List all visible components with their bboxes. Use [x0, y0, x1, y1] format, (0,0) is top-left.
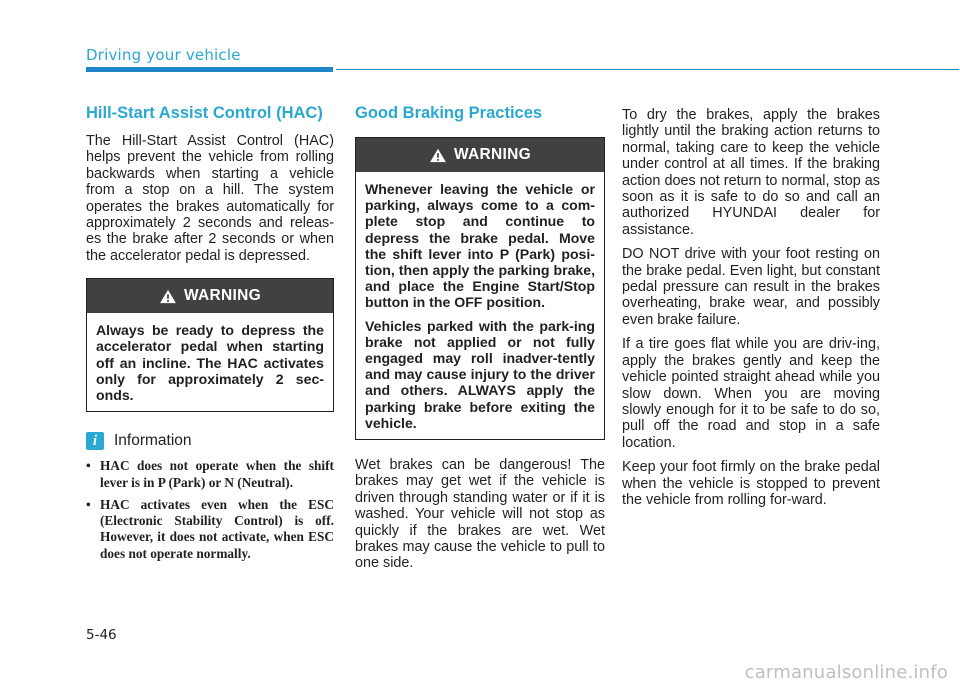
warning-triangle-icon: [429, 148, 447, 163]
stopped-vehicle-paragraph: Keep your foot firmly on the brake pedal when the vehicle is stopped to prevent the vehicle from rolling for-ward.: [622, 459, 880, 508]
info-icon: i: [86, 432, 104, 450]
foot-resting-paragraph: DO NOT drive with your foot resting on the brake pedal. Even light, but constant pedal pressure can result in the brakes overheating, brake wear, and possibly even brake failure.: [622, 246, 880, 328]
column-braking: [355, 104, 605, 580]
header-rule-thin: [336, 69, 959, 70]
warning-body: [356, 172, 604, 439]
watermark: carmanualsonline.info: [744, 662, 948, 683]
warning-label: WARNING: [453, 146, 531, 163]
warning-header: [87, 279, 333, 313]
section-title: Driving your vehicle: [86, 46, 241, 64]
warning-paragraph: Whenever leaving the vehicle or parking, always come to a com-plete stop and continue to depress the brake pedal. Move the shift lever into P (Park) posi-tion, then apply the parking brake, and place the Engine Start/Stop button in the OFF position.: [365, 181, 595, 311]
braking-warning-box: [355, 137, 605, 440]
hac-paragraph: The Hill-Start Assist Control (HAC) helps prevent the vehicle from rolling backwards when starting a vehicle from a stop on a hill. The system operates the brakes automatically for approximately 2 seconds and releas-es the brake after 2 seconds or when the accelerator pedal is depressed.: [86, 133, 334, 264]
information-header: [86, 432, 334, 450]
page-number: 5-46: [86, 627, 117, 643]
warning-header: [356, 138, 604, 172]
information-title: Information: [114, 432, 192, 450]
list-item: • HAC does not operate when the shift lever is in P (Park) or N (Neutral).: [86, 458, 334, 491]
flat-tire-paragraph: If a tire goes flat while you are driv-ing, apply the brakes gently and keep the vehicle pointed straight ahead while you slow down. When you are moving slowly enough for it to be safe to do so, pull off the road and stop in a safe location.: [622, 336, 880, 451]
wet-brakes-paragraph: Wet brakes can be dangerous! The brakes may get wet if the vehicle is driven through standing water or if it is washed. Your vehicle will not stop as quickly if the brakes are wet. Wet brakes may cause the vehicle to pull to one side.: [355, 457, 605, 572]
list-item: • HAC activates even when the ESC (Electronic Stability Control) is off. However, it does not activate, when ESC does not operate normally.: [86, 497, 334, 562]
header-rule-thick: [86, 67, 333, 72]
warning-label: WARNING: [183, 287, 261, 305]
information-list: [86, 458, 334, 562]
column-hac: [86, 104, 334, 568]
warning-body: [87, 313, 333, 411]
warning-triangle-icon: [159, 289, 177, 304]
warning-paragraph: Vehicles parked with the park-ing brake not applied or not fully engaged may roll inadver-tently and may cause injury to the driver and others. ALWAYS apply the parking brake before exiting the vehicle.: [365, 317, 595, 431]
hac-warning-box: [86, 278, 334, 412]
column-brake-tips: [622, 107, 880, 516]
braking-heading: Good Braking Practices: [355, 104, 543, 122]
hac-heading: Hill-Start Assist Control (HAC): [86, 104, 323, 122]
dry-brakes-paragraph: To dry the brakes, apply the brakes lightly until the braking action returns to normal, taking care to keep the vehicle under control at all times. If the braking action does not return to normal, stop as soon as it is safe to do so and call an authorized HYUNDAI dealer for assistance.: [622, 107, 880, 238]
warning-text: Always be ready to depress the accelerator pedal when starting off an incline. The HAC activates only for approximately 2 sec-onds.: [96, 322, 324, 404]
